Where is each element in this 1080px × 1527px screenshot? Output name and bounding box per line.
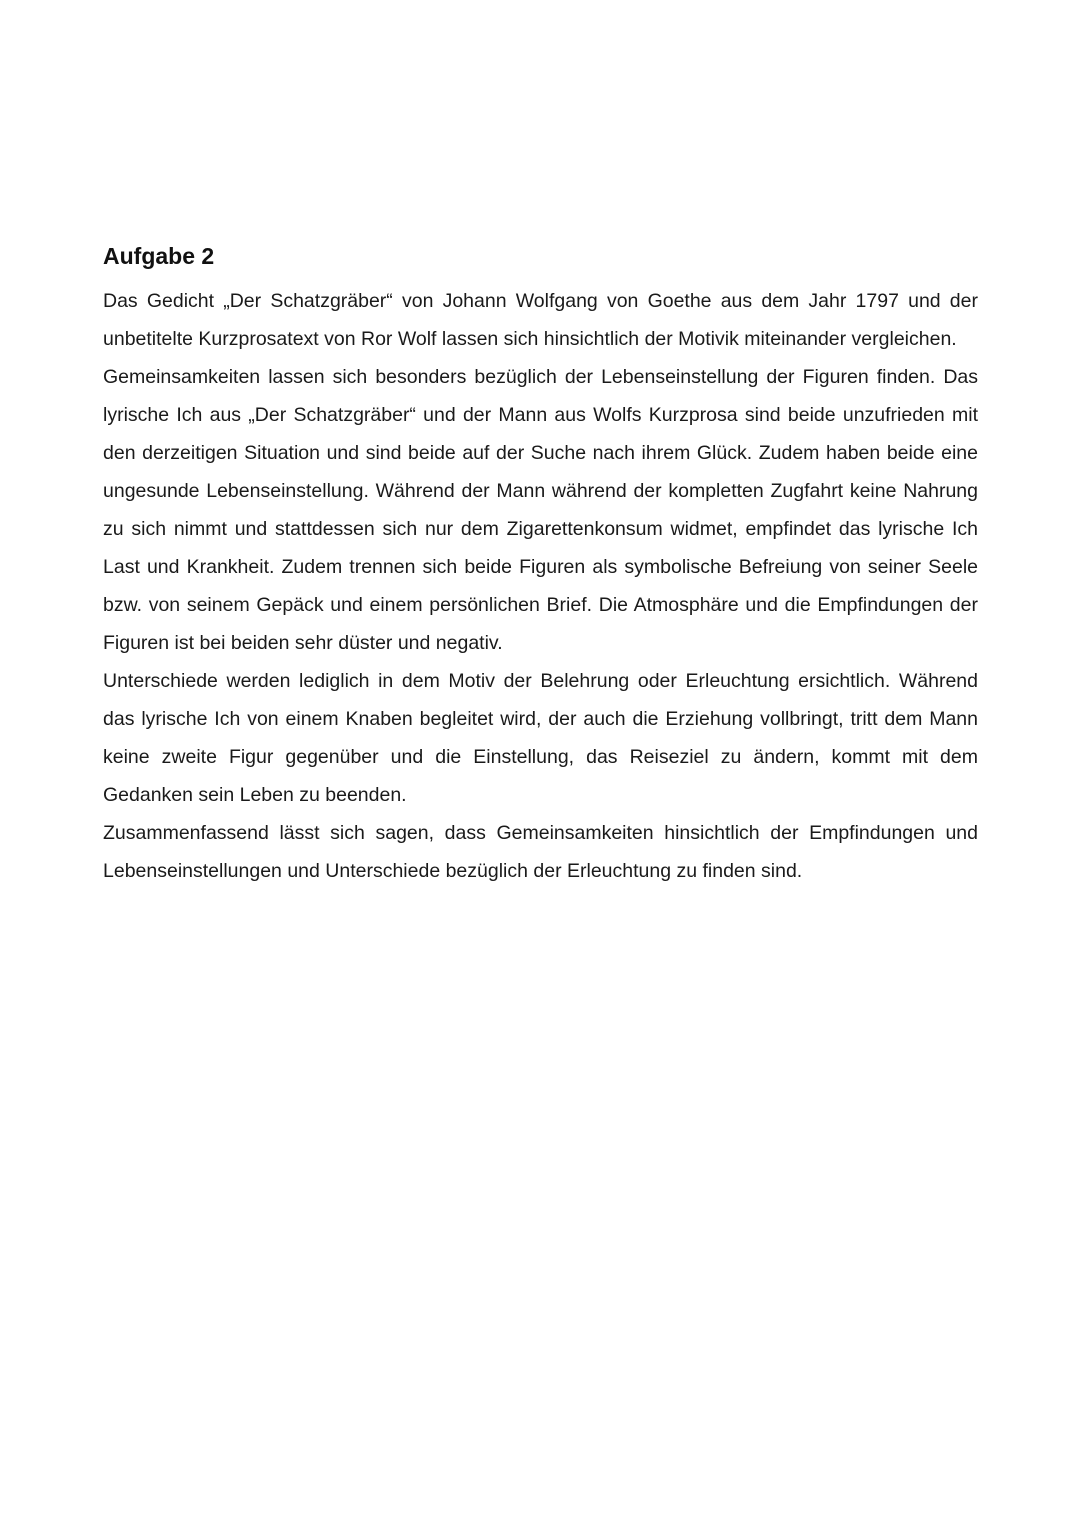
- paragraph-conclusion: Zusammenfassend lässt sich sagen, dass Gemeinsamkeiten hinsichtlich der Empfindungen und Lebenseinstellungen und Unterschiede bezüglich der Erleuchtung zu finden sind.: [103, 822, 978, 882]
- page-title: Aufgabe 2: [103, 243, 215, 269]
- paragraph-intro: Das Gedicht „Der Schatzgräber“ von Johann Wolfgang von Goethe aus dem Jahr 1797 und der unbetitelte Kurzprosatext von Ror Wolf lassen sich hinsichtlich der Motivik miteinander vergleichen.: [103, 290, 978, 350]
- paragraph-differences: Unterschiede werden lediglich in dem Motiv der Belehrung oder Erleuchtung ersichtlich. Während das lyrische Ich von einem Knaben begleitet wird, der auch die Erziehung vollbringt, tritt dem Mann keine zweite Figur gegenüber und die Einstellung, das Reiseziel zu ändern, kommt mit dem Gedanken sein Leben zu beenden.: [103, 670, 978, 806]
- paragraph-similarities: Gemeinsamkeiten lassen sich besonders bezüglich der Lebenseinstellung der Figuren finden. Das lyrische Ich aus „Der Schatzgräber“ und der Mann aus Wolfs Kurzprosa sind beide unzufrieden mit den derzeitigen Situation und sind beide auf der Suche nach ihrem Glück. Zudem haben beide eine ungesunde Lebenseinstellung. Während der Mann während der kompletten Zugfahrt keine Nahrung zu sich nimmt und stattdessen sich nur dem Zigarettenkonsum widmet, empfindet das lyrische Ich Last und Krankheit. Zudem trennen sich beide Figuren als symbolische Befreiung von seiner Seele bzw. von seinem Gepäck und einem persönlichen Brief. Die Atmosphäre und die Empfindungen der Figuren ist bei beiden sehr düster und negativ.: [103, 366, 978, 654]
- document-page: [103, 238, 978, 890]
